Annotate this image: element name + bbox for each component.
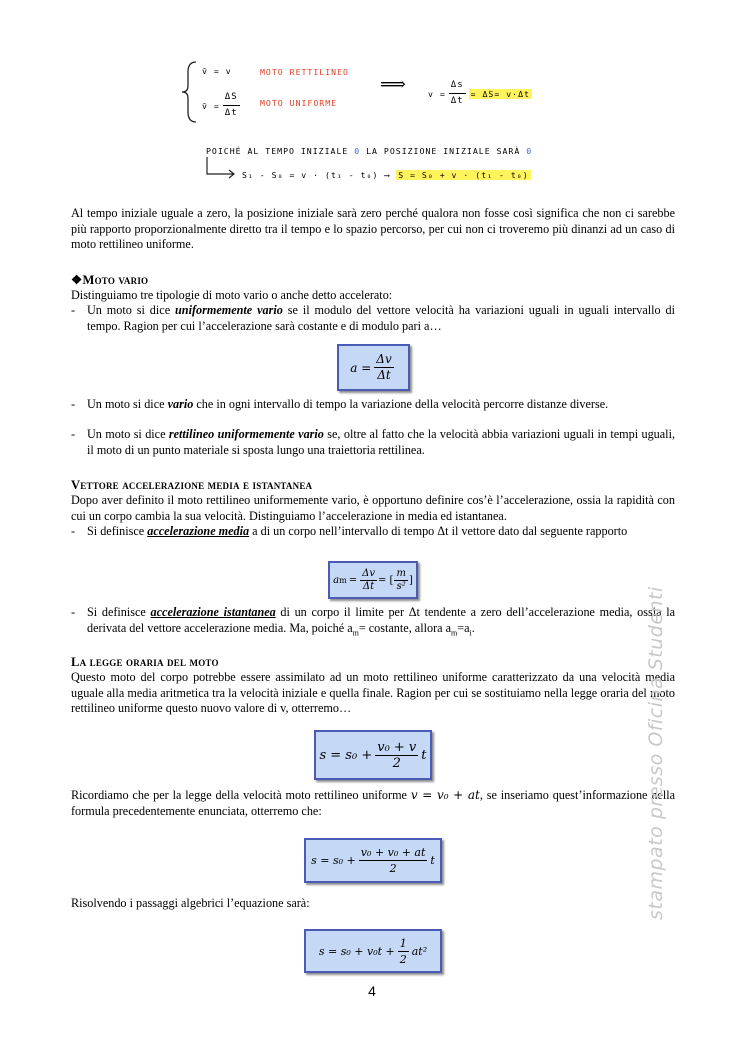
row2-den: Δt — [224, 108, 238, 118]
em-rettilineo-uniformemente-vario: rettilineo uniformemente vario — [168, 427, 324, 441]
list-item: - Un moto si dice uniformemente vario se il modulo del vettore velocità ha variazioni uguali in uguali intervallo di tempo. Ragion per cui l’accelerazione sarà costante e di modulo pari a… — [71, 303, 675, 333]
brace-icon — [180, 60, 200, 124]
derivation-result: S = S₀ + v · (t₁ - t₀) — [398, 170, 529, 180]
derivation: S₁ - S₀ = v · (t₁ - t₀) — [242, 170, 379, 180]
page-number: 4 — [368, 983, 376, 999]
right-num: Δs — [449, 78, 466, 94]
right-result: = ΔS= v·Δt — [470, 88, 530, 99]
list-item: - Un moto si dice vario che in ogni intervallo di tempo la variazione della velocità percorre distanze diverse. — [71, 397, 609, 411]
em-accelerazione-istantanea: accelerazione istantanea — [150, 605, 276, 619]
right-den: Δt — [450, 96, 464, 106]
formula-accelerazione-media: a m = $\frac{\Delta v}{\Delta t}$ = [ $\frac{m}{\text{s²}}$ ] — [328, 561, 418, 599]
row1-formula: v̄ = v — [202, 66, 232, 76]
poiche-zero-2: 0 — [526, 146, 533, 156]
em-uniformemente-vario: uniformemente vario — [175, 303, 283, 317]
implies-arrow-icon: ⟹ — [380, 74, 406, 94]
poiche-text: POICHÉ AL TEMPO INIZIALE — [206, 146, 349, 156]
list-item: - Si definisce accelerazione istantanea di un corpo il limite per Δt tendente a zero dell’accelerazione media, ossia la derivata del vettore accelerazione media. Ma, poiché $a_m=$ costante, allora $a_m=a_i$. — [71, 605, 676, 637]
section-vettore-accelerazione-title: Vettore accelerazione media e istantanea — [71, 478, 313, 492]
list-item: - Si definisce accelerazione media a di un corpo nell’intervallo di tempo Δt il vettore dato dal seguente rapporto — [71, 524, 628, 538]
formula-legge-oraria-2: s = s₀ + $\frac{\text{v₀ + v₀ + at}}{2}$ t — [304, 838, 442, 883]
poiche-zero-1: 0 — [354, 146, 361, 156]
section-moto-vario-title: ❖Moto vario — [71, 273, 149, 287]
inline-formula-velocita: v = v₀ + at — [410, 788, 480, 802]
em-accelerazione-media: accelerazione media — [147, 524, 250, 538]
vettore-intro: Dopo aver definito il moto rettilineo uniformemente vario, è opportuno definire cos’è l’accelerazione, ossia la rapidità con cui un corpo cambia la sua velocità. Distinguiamo l’accelerazione in media ed istantanea. — [71, 493, 675, 523]
derivation-arrow-icon: ⟶ — [384, 170, 391, 180]
em-vario: vario — [167, 397, 194, 411]
legge-oraria-intro: Questo moto del corpo potrebbe essere assimilato ad un moto rettilineo uniforme caratterizzato da una velocità media uguale alla media aritmetica tra la velocità iniziale e quella finale. Ragion per cui se sostituiamo nella legge oraria del moto rettilineo uniforme questo nuovo valore di v, otterremo… — [71, 670, 675, 715]
right-lhs: v = — [428, 88, 446, 99]
moto-vario-intro: Distinguiamo tre tipologie di moto vario o anche detto accelerato: — [71, 288, 393, 302]
list-item: - Un moto si dice rettilineo uniformemente vario se, oltre al fatto che la velocità abbia variazioni uguali in tempi uguali, il moto di un punto materiale si sposta lungo una traiettoria rettilinea. — [71, 427, 675, 457]
formula-acceleration: a = $\frac{\Delta v}{\Delta t}$ — [337, 344, 410, 391]
row2-label: MOTO UNIFORME — [260, 98, 338, 108]
hook-arrow-icon — [204, 156, 238, 182]
risolvendo-paragraph: Risolvendo i passaggi algebrici l’equazione sarà: — [71, 896, 310, 910]
legge-velocita-paragraph: Ricordiamo che per la legge della velocità moto rettilineo uniforme v = v₀ + at, se inseriamo quest’informazione nella formula precedentemente enunciata, otterremo che: — [71, 788, 676, 818]
section-legge-oraria-title: La legge oraria del moto — [71, 655, 219, 669]
row2-num: ΔS — [223, 90, 240, 106]
row2-formula: v̄ = — [202, 100, 220, 111]
handwritten-notes — [180, 60, 580, 200]
poiche-mid: LA POSIZIONE INIZIALE SARÀ — [366, 146, 521, 156]
intro-paragraph: Al tempo iniziale uguale a zero, la posizione iniziale sarà zero perché qualora non fosse così significa che non ci sarebbe più rapporto proporzionalmente diretto tra il tempo e lo spazio percorso, per cui non ci troveremo più dinanzi ad un caso di moto rettilineo uniforme. — [71, 206, 675, 251]
diamond-icon: ❖ — [71, 273, 83, 287]
formula-legge-oraria-finale: s = s₀ + v₀t + $\frac{1}{2}$ at² — [304, 929, 442, 973]
row1-label: MOTO RETTILINEO — [260, 67, 349, 77]
formula-legge-oraria-1: s = s₀ + $\frac{\text{v₀ + v}}{2}$ t — [314, 730, 432, 780]
